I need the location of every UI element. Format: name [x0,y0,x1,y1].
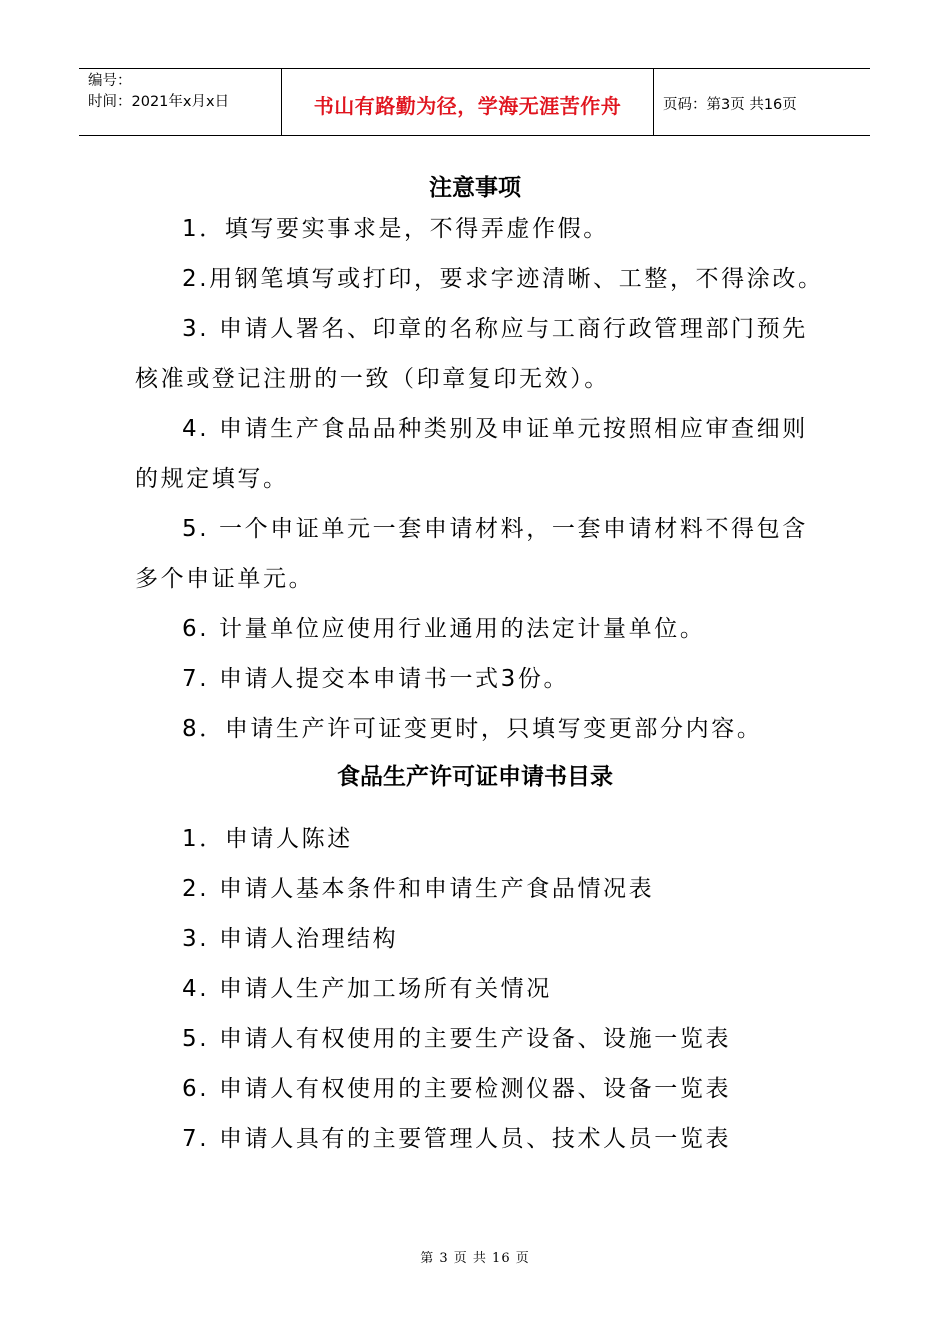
toc-title: 食品生产许可证申请书目录 [337,763,613,790]
toc-item-6: 6. 申请人有权使用的主要检测仪器、设备一览表 [182,1076,732,1102]
notes-item-8: 8．申请生产许可证变更时，只填写变更部分内容。 [182,716,763,742]
notes-item-3-line-1: 3. 申请人署名、印章的名称应与工商行政管理部门预先 [182,316,808,342]
toc-item-7: 7. 申请人具有的主要管理人员、技术人员一览表 [182,1126,732,1152]
notes-item-1: 1．填写要实事求是，不得弄虚作假。 [182,216,609,242]
notes-item-2: 2.用钢笔填写或打印，要求字迹清晰、工整，不得涂改。 [182,266,824,292]
toc-item-5: 5. 申请人有权使用的主要生产设备、设施一览表 [182,1026,732,1052]
toc-item-4: 4. 申请人生产加工场所有关情况 [182,976,552,1002]
header-motto: 书山有路勤为径，学海无涯苦作舟 [313,93,622,118]
toc-item-3: 3. 申请人治理结构 [182,926,399,952]
notes-item-3-line-2: 核准或登记注册的一致（印章复印无效）。 [135,366,610,392]
notes-item-6: 6. 计量单位应使用行业通用的法定计量单位。 [182,616,706,642]
document-time-label: 时间：2021年x月x日 [88,94,230,110]
notes-item-5-line-1: 5. 一个申证单元一套申请材料，一套申请材料不得包含 [182,516,808,542]
toc-item-1: 1．申请人陈述 [182,826,353,852]
toc-item-2: 2. 申请人基本条件和申请生产食品情况表 [182,876,655,902]
header-page-cell [654,69,870,135]
page-footer: 第 3 页 共 16 页 [420,1251,530,1266]
header-left-cell [79,69,282,135]
notes-item-7: 7. 申请人提交本申请书一式3份。 [182,666,570,692]
notes-item-4-line-1: 4. 申请生产食品品种类别及申证单元按照相应审查细则 [182,416,808,442]
document-number-label: 编号： [88,73,132,89]
notes-title: 注意事项 [429,174,521,201]
header-motto-cell [282,69,654,135]
page-header [79,68,870,136]
notes-item-5-line-2: 多个申证单元。 [135,566,315,592]
notes-item-4-line-2: 的规定填写。 [135,466,289,492]
header-page-info: 页码：第3页 共16页 [663,96,797,113]
